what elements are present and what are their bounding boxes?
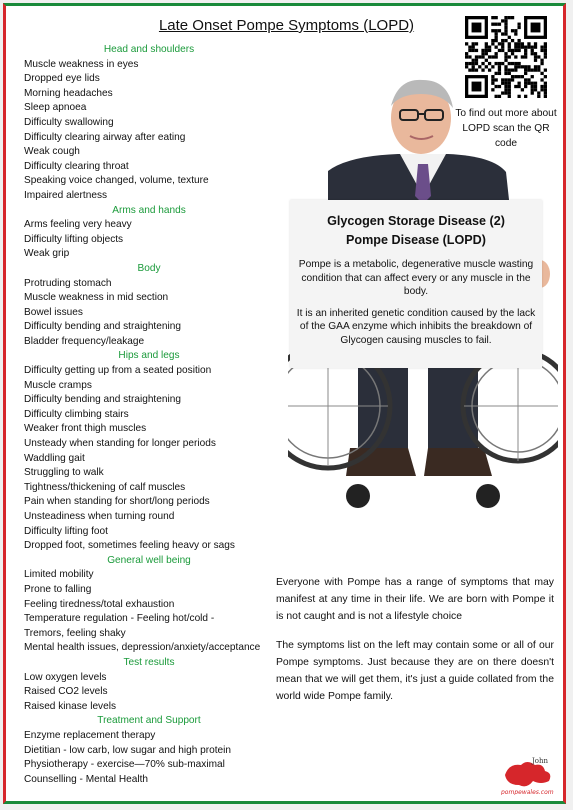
symptom-item: Physiotherapy - exercise—70% sub-maximal xyxy=(24,759,225,771)
symptom-list xyxy=(24,43,274,787)
symptom-item: Muscle weakness in eyes xyxy=(24,58,139,70)
section-heading: Body xyxy=(137,262,161,274)
symptom-item: Mental health issues, depression/anxiety/acceptance xyxy=(24,642,261,654)
symptom-item: Unsteadiness when turning round xyxy=(24,511,175,522)
symptom-item: Morning headaches xyxy=(24,87,113,99)
symptom-item: Difficulty clearing airway after eating xyxy=(24,131,186,143)
symptom-item: Weak grip xyxy=(24,248,70,260)
symptom-item: Difficulty lifting objects xyxy=(24,233,124,245)
symptom-item: Prone to falling xyxy=(24,583,92,595)
symptom-item: Dropped foot, sometimes feeling heavy or sags xyxy=(24,540,235,552)
section-heading: Test results xyxy=(123,656,175,668)
symptom-item: Bowel issues xyxy=(24,306,83,318)
symptom-item: Unsteady when standing for longer periods xyxy=(24,438,216,450)
page-title: Late Onset Pompe Symptoms (LOPD) xyxy=(158,17,415,34)
symptom-item: Feeling tiredness/total exhaustion xyxy=(24,598,175,610)
sign-title-line2: Pompe Disease (LOPD) xyxy=(346,233,486,247)
symptom-item: Counselling - Mental Health xyxy=(24,773,148,785)
body-text xyxy=(276,574,554,716)
symptom-item: Tightness/thickening of calf muscles xyxy=(24,481,186,493)
qr-caption: To find out more about LOPD scan the QR code xyxy=(455,108,557,150)
symptom-item: Pain when standing for short/long periods xyxy=(24,496,210,508)
symptom-item: Waddling gait xyxy=(24,452,85,464)
logo-name: John xyxy=(532,757,549,765)
symptom-item: Temperature regulation - Feeling hot/cold - xyxy=(24,613,215,625)
sign-paragraph-2: It is an inherited genetic condition caused by the lack of the GAA enzyme which inhibits the breakdown of Glycogen causing muscles to fail. xyxy=(296,307,536,346)
symptom-item: Difficulty climbing stairs xyxy=(24,408,129,420)
sign-title xyxy=(290,212,542,250)
symptom-item: Raised kinase levels xyxy=(24,700,117,712)
section-heading: Arms and hands xyxy=(112,204,186,216)
symptom-item: Low oxygen levels xyxy=(24,671,107,683)
symptom-item: Speaking voice changed, volume, texture xyxy=(24,175,209,187)
section-heading: Treatment and Support xyxy=(97,715,201,727)
symptom-item: Difficulty clearing throat xyxy=(24,160,129,172)
body-paragraph-1: Everyone with Pompe has a range of symptoms that may manifest at any time in their life. We are born with Pompe it is not caught and is not a lifestyle choice xyxy=(276,577,554,623)
section-heading: General well being xyxy=(107,554,191,566)
symptom-item: Weak cough xyxy=(24,146,80,158)
symptom-item: Dropped eye lids xyxy=(24,73,100,85)
symptom-item: Limited mobility xyxy=(24,569,94,581)
section-heading: Hips and legs xyxy=(118,350,180,362)
symptom-item: Enzyme replacement therapy xyxy=(24,729,156,741)
sign-paragraph-1: Pompe is a metabolic, degenerative muscle wasting condition that can affect every or any muscle in the body. xyxy=(298,259,534,298)
logo-site: pompewales.com xyxy=(501,789,554,795)
symptom-item: Difficulty swallowing xyxy=(24,116,114,128)
symptom-item: Difficulty bending and straightening xyxy=(24,321,181,333)
symptom-item: Struggling to walk xyxy=(24,467,104,479)
symptom-item: Tremors, feeling shaky xyxy=(24,627,126,639)
symptom-item: Raised CO2 levels xyxy=(24,686,108,698)
info-sign xyxy=(290,200,542,368)
body-paragraph-2: The symptoms list on the left may contain some or all of our Pompe symptoms. Just because they are on there doesn't mean that we will get them, it's just a guide collated from the world wide Pompe family. xyxy=(276,639,554,703)
symptom-item: Muscle weakness in mid section xyxy=(24,292,169,304)
symptom-item: Difficulty bending and straightening xyxy=(24,394,181,406)
sign-title-line1: Glycogen Storage Disease (2) xyxy=(327,214,505,228)
section-heading: Head and shoulders xyxy=(103,44,195,55)
symptom-item: Difficulty getting up from a seated position xyxy=(24,365,212,377)
symptom-item: Impaired alertness xyxy=(24,189,108,201)
symptom-item: Bladder frequency/leakage xyxy=(24,335,145,347)
symptom-item: Arms feeling very heavy xyxy=(24,219,132,231)
pompewales-logo xyxy=(497,755,559,795)
symptom-item: Muscle cramps xyxy=(24,379,92,391)
symptom-item: Weaker front thigh muscles xyxy=(24,423,147,435)
symptom-item: Difficulty lifting foot xyxy=(24,525,108,537)
symptom-item: Dietitian - low carb, low sugar and high protein xyxy=(24,744,232,756)
symptom-item: Protruding stomach xyxy=(24,277,112,289)
symptom-item: Sleep apnoea xyxy=(24,102,87,114)
